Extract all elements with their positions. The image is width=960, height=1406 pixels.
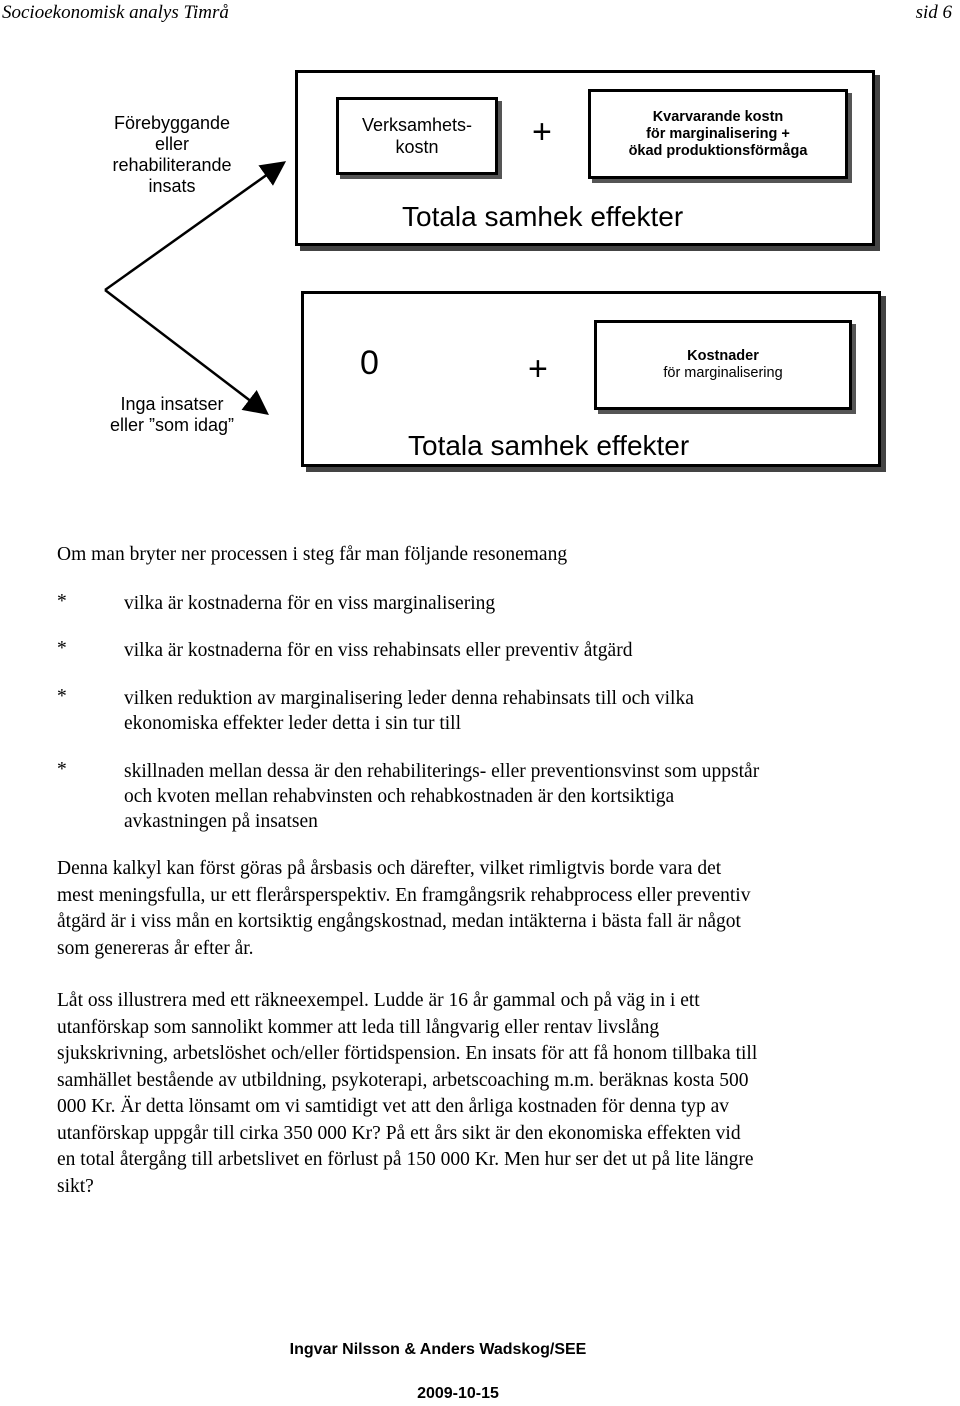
text-line: utanförskap uppgår till cirka 350 000 Kr? På ett års sikt är den ekonomiska effekten vid bbox=[57, 1122, 741, 1144]
label-line: eller ”som idag” bbox=[109, 415, 235, 435]
flow-diagram bbox=[0, 60, 960, 480]
text-line: vilka är kostnaderna för en viss marginalisering bbox=[124, 593, 496, 614]
text-line: en total återgång till arbetslivet en förlust på 150 000 Kr. Men hur ser det ut på lite längre bbox=[57, 1149, 754, 1170]
text-line: sjukskrivning, arbetslöshet och/eller förtidspension. En insats för att få honom tillbaka till bbox=[57, 1043, 758, 1064]
text-line: ekonomiska effekter leder detta i sin tur till bbox=[124, 713, 461, 734]
label-line: ökad produktionsförmåga bbox=[628, 142, 808, 159]
document-header-title: Socioekonomisk analys Timrå bbox=[2, 2, 229, 23]
text-line: Låt oss illustrera med ett räkneexempel. Ludde är 16 år gammal och på väg in i ett bbox=[57, 990, 700, 1011]
text-line: åtgärd är i viss mån en kortsiktig engångskostnad, medan intäkterna i bästa fall är något bbox=[57, 911, 741, 932]
intro-text: Om man bryter ner processen i steg får man följande resonemang bbox=[57, 544, 568, 565]
footer-date: 2009-10-15 bbox=[417, 1385, 499, 1402]
label-line: Kvarvarande kostn bbox=[652, 108, 784, 125]
label-line: Inga insatser bbox=[120, 394, 224, 414]
text-line: skillnaden mellan dessa är den rehabiliterings- eller preventionsvinst som uppstår bbox=[124, 761, 760, 782]
label-line: Förebyggande bbox=[113, 113, 231, 133]
text-line: Denna kalkyl kan först göras på årsbasis och därefter, vilket rimligtvis borde vara det bbox=[57, 858, 722, 879]
total-effects-label: Totala samhek effekter bbox=[408, 430, 690, 461]
text-line: sikt? bbox=[57, 1175, 94, 1197]
operating-cost-box bbox=[336, 97, 498, 175]
text-line: utanförskap som sannolikt kommer att leda till långvarig eller rentav livslång bbox=[57, 1016, 660, 1038]
arrow-to-top-box bbox=[105, 164, 282, 290]
remaining-cost-box bbox=[588, 89, 848, 179]
bullet-star: * bbox=[57, 686, 67, 707]
label-line: insats bbox=[148, 176, 196, 196]
label-line: Kostnader bbox=[687, 348, 759, 364]
list-item-text bbox=[124, 686, 934, 736]
label-line: eller bbox=[154, 134, 189, 154]
text-line: vilka är kostnaderna för en viss rehabinsats eller preventiv åtgärd bbox=[124, 640, 633, 661]
text-line: mest meningsfulla, ur ett flerårsperspektiv. En framgångsrik rehabprocess eller preventiv bbox=[57, 884, 751, 906]
list-item-text bbox=[124, 759, 944, 834]
list-item-text bbox=[124, 638, 934, 665]
text-line: som genereras år efter år. bbox=[57, 937, 254, 959]
list-item-text bbox=[124, 591, 934, 618]
page-number: sid 6 bbox=[915, 2, 952, 23]
preventive-scenario-box bbox=[295, 70, 875, 246]
no-action-scenario-box bbox=[301, 291, 881, 467]
text-line: vilken reduktion av marginalisering leder denna rehabinsats till och vilka bbox=[124, 688, 694, 709]
label-line: för marginalisering + bbox=[646, 125, 790, 142]
bullet-star: * bbox=[57, 638, 67, 659]
text-line: 000 Kr. Är detta lönsamt om vi samtidigt vet att den årliga kostnaden för denna typ av bbox=[57, 1096, 730, 1117]
text-line: och kvoten mellan rehabvinsten och rehabkostnaden är den kortsiktiga bbox=[124, 786, 675, 807]
footer-authors: Ingvar Nilsson & Anders Wadskog/SEE bbox=[289, 1341, 587, 1358]
arrow-to-bottom-box bbox=[105, 290, 265, 412]
label-line: Verksamhets- bbox=[361, 115, 473, 135]
label-line: för marginalisering bbox=[663, 365, 783, 381]
paragraph-example bbox=[57, 988, 947, 1200]
bullet-star: * bbox=[57, 759, 67, 780]
total-effects-label: Totala samhek effekter bbox=[402, 201, 684, 232]
plus-sign: + bbox=[528, 350, 548, 388]
label-line: kostn bbox=[395, 137, 439, 157]
text-line: samhället bestående av utbildning, psykoterapi, arbetscoaching m.m. beräknas kosta 500 bbox=[57, 1069, 749, 1091]
bullet-star: * bbox=[57, 591, 67, 612]
marginalization-cost-box bbox=[594, 320, 852, 410]
zero-cost-value: 0 bbox=[360, 344, 379, 382]
label-line: rehabiliterande bbox=[112, 155, 232, 175]
text-line: avkastningen på insatsen bbox=[124, 811, 318, 832]
paragraph-calculation bbox=[57, 856, 947, 962]
plus-sign: + bbox=[532, 113, 552, 151]
